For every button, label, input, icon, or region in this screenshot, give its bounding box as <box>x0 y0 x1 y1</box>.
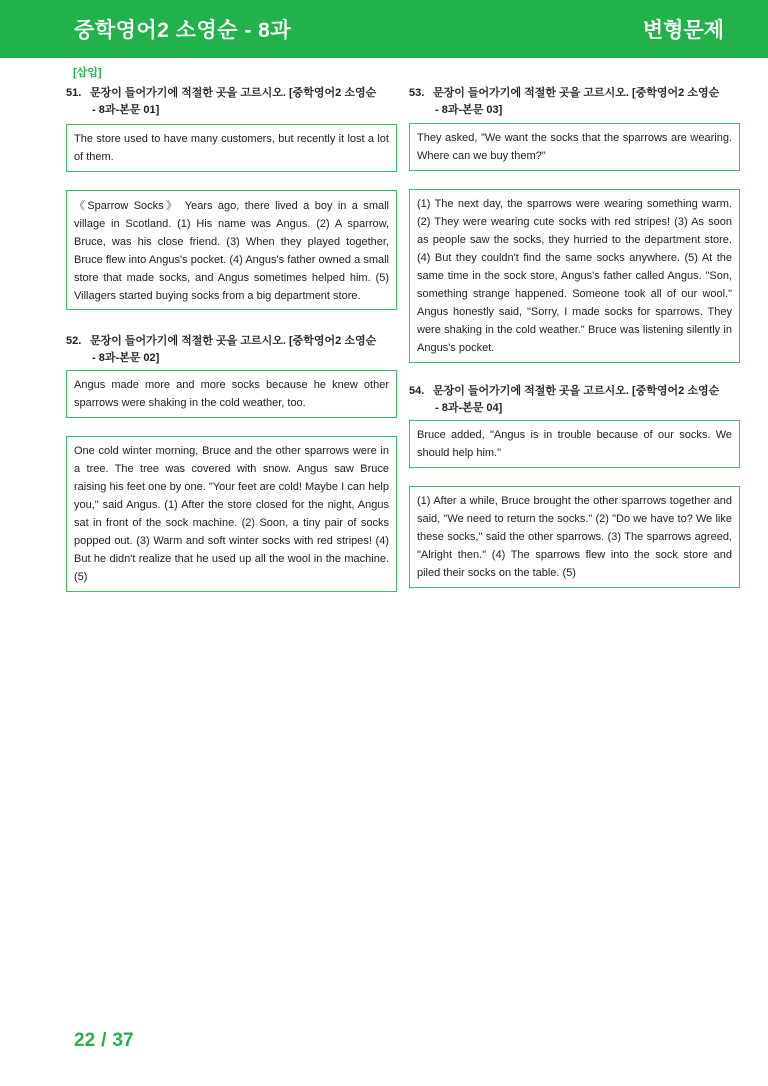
passage-box: (1) After a while, Bruce brought the other sparrows together and said, "We need to return the socks." (2) "Do we have to? We like these socks," said the other sparrows. (3) The sparrows agreed, "Alright then." (4) The sparrows flew into the sock store and piled their socks on the table. (5) <box>409 486 740 588</box>
question-source: - 8과-본문 03] <box>435 104 503 116</box>
question-text: 문장이 들어가기에 적절한 곳을 고르시오. [중학영어2 소영순 <box>90 87 377 99</box>
question-number: 53. <box>409 87 425 99</box>
passage-box: (1) The next day, the sparrows were wearing something warm. (2) They were wearing cute socks with red stripes! (3) As soon as people saw the socks, they hurried to the department store. (4) But they couldn't find the same socks anywhere. (5) At the same time in the sock store, Angus's father called Angus. "Son, something strange happened. Someone took all of our wool." Angus honestly said, "Sorry, I made socks for sparrows. They were shaking in the cold weather." Bruce was listening silently in Angus's pocket. <box>409 189 740 363</box>
left-column <box>66 66 397 592</box>
question-source: - 8과-본문 02] <box>92 352 160 364</box>
insert-sentence-box: The store used to have many customers, but recently it lost a lot of them. <box>66 124 397 172</box>
question-text: 문장이 들어가기에 적절한 곳을 고르시오. [중학영어2 소영순 <box>433 385 720 397</box>
question-number: 54. <box>409 385 425 397</box>
question-source: - 8과-본문 04] <box>435 402 503 414</box>
question-text: 문장이 들어가기에 적절한 곳을 고르시오. [중학영어2 소영순 <box>90 335 377 347</box>
page-separator: / <box>101 1030 107 1051</box>
insert-sentence-box: They asked, "We want the socks that the sparrows are wearing. Where can we buy them?" <box>409 123 740 171</box>
insert-sentence-box: Angus made more and more socks because he knew other sparrows were shaking in the cold weather, too. <box>66 370 397 418</box>
current-page: 22 <box>74 1030 96 1051</box>
total-pages: 37 <box>112 1030 134 1051</box>
question-52 <box>66 333 397 367</box>
passage-box: 《Sparrow Socks》 Years ago, there lived a boy in a small village in Scotland. (1) His name was Angus. (2) A sparrow, Bruce, was his close friend. (3) When they played together, Bruce flew into Angus's pocket. (4) Angus's father owned a small store that made socks, and Angus sometimes helped him. (5) Villagers started buying socks from a big department store. <box>66 190 397 310</box>
question-54 <box>409 383 740 417</box>
right-column <box>409 85 740 588</box>
header-tag: 변형문제 <box>642 19 724 42</box>
question-51 <box>66 85 397 119</box>
page-header <box>0 0 768 58</box>
question-53 <box>409 85 740 119</box>
passage-box: One cold winter morning, Bruce and the other sparrows were in a tree. The tree was covered with snow. Angus saw Bruce raising his feet one by one. "Your feet are cold! Maybe I can help you," said Angus. (1) After the store closed for the night, Angus sat in front of the sock machine. (2) Soon, a tiny pair of socks popped out. (3) Warm and soft winter socks with red stripes! (4) But he didn't realize that he used up all the wool in the machine. (5) <box>66 436 397 592</box>
header-title: 중학영어2 소영순 - 8과 <box>74 19 292 42</box>
page-number <box>74 1030 134 1052</box>
question-text: 문장이 들어가기에 적절한 곳을 고르시오. [중학영어2 소영순 <box>433 87 720 99</box>
insert-sentence-box: Bruce added, "Angus is in trouble because of our socks. We should help him." <box>409 420 740 468</box>
question-number: 51. <box>66 87 82 99</box>
section-label: [삽입] <box>73 67 102 79</box>
question-source: - 8과-본문 01] <box>92 104 160 116</box>
question-number: 52. <box>66 335 82 347</box>
